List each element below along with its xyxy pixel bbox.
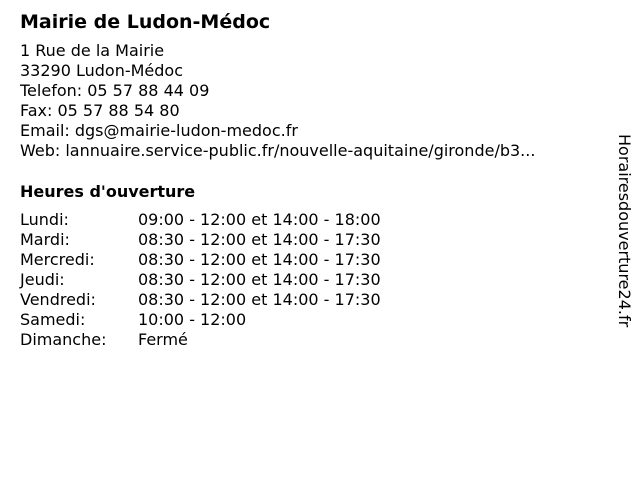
hours-row-thursday — [20, 270, 600, 290]
day-label: Mercredi: — [20, 250, 95, 269]
hours-row-saturday — [20, 310, 600, 330]
hours-row-sunday — [20, 330, 600, 350]
email-line: Email: dgs@mairie-ludon-medoc.fr — [20, 121, 298, 140]
address-line-2: 33290 Ludon-Médoc — [20, 61, 184, 80]
office-name: Mairie de Ludon-Médoc — [20, 11, 271, 33]
day-label: Vendredi: — [20, 290, 96, 309]
phone-line: Telefon: 05 57 88 44 09 — [20, 81, 210, 100]
hours-row-friday — [20, 290, 600, 310]
day-label: Mardi: — [20, 230, 70, 249]
day-label: Lundi: — [20, 210, 69, 229]
fax-line: Fax: 05 57 88 54 80 — [20, 101, 180, 120]
time-range: 08:30 - 12:00 et 14:00 - 17:30 — [138, 290, 381, 309]
time-range: 09:00 - 12:00 et 14:00 - 18:00 — [138, 210, 381, 229]
address-line-1: 1 Rue de la Mairie — [20, 41, 165, 60]
hours-table — [20, 210, 600, 350]
site-brand-watermark: Horairesdouverture24.fr — [615, 134, 634, 328]
web-line: Web: lannuaire.service-public.fr/nouvelle-aquitaine/gironde/b3... — [20, 141, 536, 160]
time-range: Fermé — [138, 330, 188, 349]
day-label: Jeudi: — [20, 270, 65, 289]
hours-title: Heures d'ouverture — [20, 182, 196, 201]
time-range: 08:30 - 12:00 et 14:00 - 17:30 — [138, 270, 381, 289]
hours-row-tuesday — [20, 230, 600, 250]
hours-row-wednesday — [20, 250, 600, 270]
day-label: Dimanche: — [20, 330, 107, 349]
hours-row-monday — [20, 210, 600, 230]
time-range: 08:30 - 12:00 et 14:00 - 17:30 — [138, 230, 381, 249]
time-range: 10:00 - 12:00 — [138, 310, 247, 329]
day-label: Samedi: — [20, 310, 86, 329]
time-range: 08:30 - 12:00 et 14:00 - 17:30 — [138, 250, 381, 269]
office-card — [20, 9, 600, 350]
